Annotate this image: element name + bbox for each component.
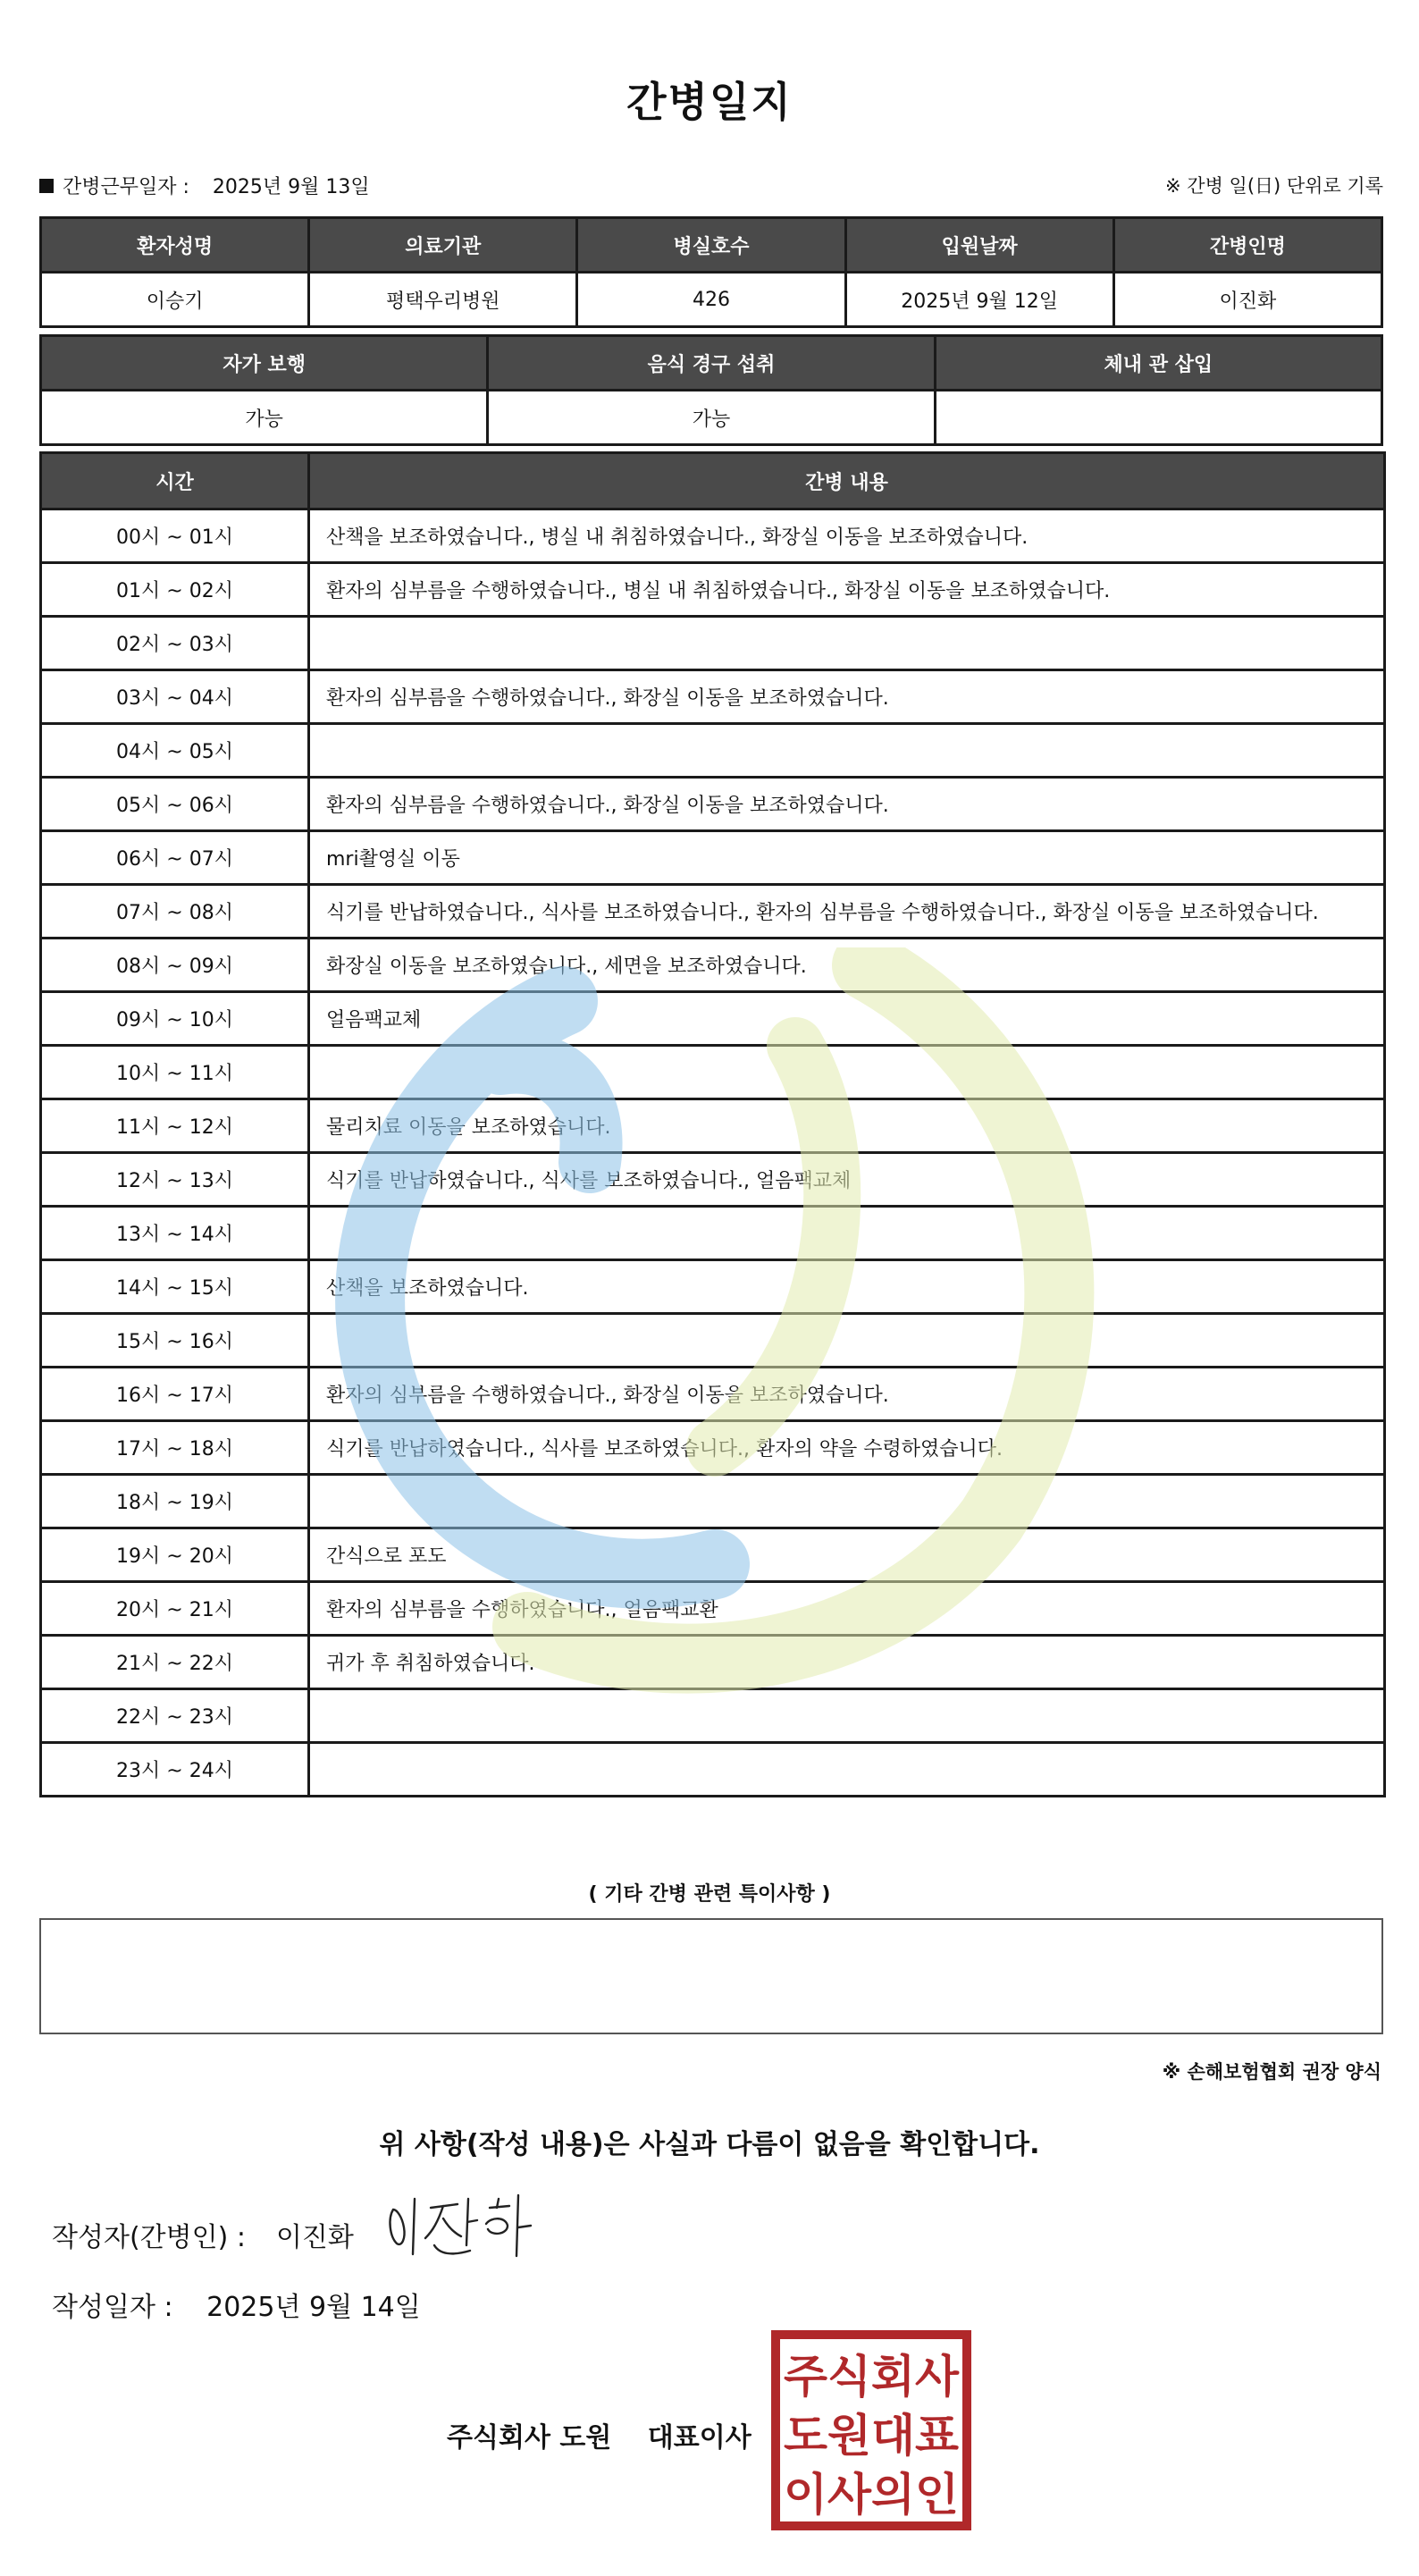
patient-info-value-row (41, 273, 1382, 327)
care-log-row (41, 1421, 1385, 1475)
admission-date: 2025년 9월 12일 (845, 273, 1113, 327)
writer-line (52, 2215, 354, 2254)
meta-row (39, 172, 1383, 202)
care-content: 환자의 심부름을 수행하였습니다., 병실 내 취침하였습니다., 화장실 이동을 보조하였습니다. (309, 563, 1385, 617)
care-log-body (41, 509, 1385, 1797)
care-content: 환자의 심부름을 수행하였습니다., 화장실 이동을 보조하였습니다. (309, 1368, 1385, 1421)
self-walking-value: 가능 (41, 391, 488, 445)
care-content (309, 1475, 1385, 1528)
care-log-row (41, 992, 1385, 1046)
special-notes-box (39, 1918, 1383, 2034)
care-log-row (41, 724, 1385, 778)
representative-title: 대표이사 (647, 2422, 751, 2454)
written-date-label: 작성일자 : (52, 2292, 173, 2323)
header-room: 병실호수 (577, 218, 845, 273)
patient-name: 이승기 (41, 273, 309, 327)
time-slot: 04시 ~ 05시 (41, 724, 309, 778)
time-slot: 06시 ~ 07시 (41, 831, 309, 885)
care-log-row (41, 1368, 1385, 1421)
care-content (309, 1314, 1385, 1368)
care-log-row (41, 1153, 1385, 1207)
care-content: 식기를 반납하였습니다., 식사를 보조하였습니다., 환자의 심부름을 수행하였습니다., 화장실 이동을 보조하였습니다. (309, 885, 1385, 939)
written-date-line (52, 2285, 421, 2324)
company-line (447, 2415, 751, 2454)
care-content (309, 1689, 1385, 1743)
time-slot: 17시 ~ 18시 (41, 1421, 309, 1475)
time-slot: 05시 ~ 06시 (41, 778, 309, 831)
recommendation-note: ※ 손해보험협회 권장 양식 (1162, 2061, 1381, 2083)
care-content: mri촬영실 이동 (309, 831, 1385, 885)
care-log-row (41, 831, 1385, 885)
header-tube-insertion: 체내 관 삽입 (935, 336, 1381, 391)
patient-info-table (39, 216, 1383, 328)
header-caregiver: 간병인명 (1113, 218, 1381, 273)
time-slot: 16시 ~ 17시 (41, 1368, 309, 1421)
care-content: 귀가 후 취침하였습니다. (309, 1636, 1385, 1689)
patient-status-value-row (41, 391, 1382, 445)
care-log-row (41, 1528, 1385, 1582)
svg-text:도원대표: 도원대표 (784, 2410, 960, 2462)
care-content: 산책을 보조하였습니다., 병실 내 취침하였습니다., 화장실 이동을 보조하였습니다. (309, 509, 1385, 563)
svg-text:이사의인: 이사의인 (784, 2469, 959, 2521)
time-slot: 02시 ~ 03시 (41, 617, 309, 670)
hospital-name: 평택우리병원 (309, 273, 577, 327)
header-self-walking: 자가 보행 (41, 336, 488, 391)
care-content (309, 724, 1385, 778)
tube-insertion-value (935, 391, 1381, 445)
patient-status-table (39, 334, 1383, 446)
care-log-row (41, 563, 1385, 617)
handwritten-signature (384, 2192, 536, 2263)
time-slot: 15시 ~ 16시 (41, 1314, 309, 1368)
time-slot: 12시 ~ 13시 (41, 1153, 309, 1207)
time-slot: 23시 ~ 24시 (41, 1743, 309, 1797)
header-hospital: 의료기관 (309, 218, 577, 273)
care-content: 산책을 보조하였습니다. (309, 1260, 1385, 1314)
room-number: 426 (577, 273, 845, 327)
confirmation-statement: 위 사항(작성 내용)은 사실과 다름이 없음을 확인합니다. (379, 2129, 1040, 2160)
care-log-row (41, 1636, 1385, 1689)
time-slot: 18시 ~ 19시 (41, 1475, 309, 1528)
svg-text:주식회사: 주식회사 (784, 2351, 960, 2403)
header-oral-intake: 음식 경구 섭취 (488, 336, 935, 391)
square-bullet-icon (39, 179, 54, 193)
header-admission-date: 입원날짜 (845, 218, 1113, 273)
time-slot: 13시 ~ 14시 (41, 1207, 309, 1260)
special-notes-title: ( 기타 간병 관련 특이사항 ) (588, 1883, 831, 1906)
written-date-value: 2025년 9월 14일 (206, 2292, 421, 2323)
oral-intake-value: 가능 (488, 391, 935, 445)
work-date (39, 172, 370, 199)
care-log-row (41, 939, 1385, 992)
care-content (309, 617, 1385, 670)
work-date-value: 2025년 9월 13일 (212, 176, 370, 198)
care-content (309, 1046, 1385, 1099)
time-slot: 03시 ~ 04시 (41, 670, 309, 724)
care-log-row (41, 1260, 1385, 1314)
care-log-row (41, 1582, 1385, 1636)
patient-status-header-row (41, 336, 1382, 391)
time-slot: 01시 ~ 02시 (41, 563, 309, 617)
patient-info-header-row (41, 218, 1382, 273)
care-log-row (41, 617, 1385, 670)
care-log-row (41, 1046, 1385, 1099)
care-content: 화장실 이동을 보조하였습니다., 세면을 보조하였습니다. (309, 939, 1385, 992)
caregiver-name: 이진화 (1113, 273, 1381, 327)
care-content: 환자의 심부름을 수행하였습니다., 얼음팩교환 (309, 1582, 1385, 1636)
care-content: 환자의 심부름을 수행하였습니다., 화장실 이동을 보조하였습니다. (309, 670, 1385, 724)
care-log-row (41, 778, 1385, 831)
care-log-row (41, 1689, 1385, 1743)
writer-name: 이진화 (275, 2222, 354, 2253)
care-content (309, 1207, 1385, 1260)
care-log-row (41, 509, 1385, 563)
time-slot: 09시 ~ 10시 (41, 992, 309, 1046)
time-slot: 00시 ~ 01시 (41, 509, 309, 563)
care-log-table (39, 451, 1386, 1797)
care-log-row (41, 885, 1385, 939)
time-slot: 21시 ~ 22시 (41, 1636, 309, 1689)
care-log-row (41, 1475, 1385, 1528)
time-slot: 07시 ~ 08시 (41, 885, 309, 939)
time-slot: 19시 ~ 20시 (41, 1528, 309, 1582)
care-log-row (41, 1099, 1385, 1153)
time-slot: 11시 ~ 12시 (41, 1099, 309, 1153)
care-log-header-row (41, 453, 1385, 509)
time-slot: 20시 ~ 21시 (41, 1582, 309, 1636)
header-care-content: 간병 내용 (309, 453, 1385, 509)
company-seal-stamp (770, 2329, 972, 2531)
record-unit-note: ※ 간병 일(日) 단위로 기록 (1165, 175, 1383, 197)
care-content: 식기를 반납하였습니다., 식사를 보조하였습니다., 얼음팩교체 (309, 1153, 1385, 1207)
time-slot: 22시 ~ 23시 (41, 1689, 309, 1743)
document-title: 간병일지 (626, 78, 793, 126)
header-patient-name: 환자성명 (41, 218, 309, 273)
care-log-row (41, 670, 1385, 724)
time-slot: 10시 ~ 11시 (41, 1046, 309, 1099)
care-log-row (41, 1743, 1385, 1797)
care-content: 식기를 반납하였습니다., 식사를 보조하였습니다., 환자의 약을 수령하였습니다. (309, 1421, 1385, 1475)
header-time: 시간 (41, 453, 309, 509)
care-content: 얼음팩교체 (309, 992, 1385, 1046)
company-name: 주식회사 도원 (447, 2422, 612, 2454)
care-content: 물리치료 이동을 보조하였습니다. (309, 1099, 1385, 1153)
care-content: 환자의 심부름을 수행하였습니다., 화장실 이동을 보조하였습니다. (309, 778, 1385, 831)
writer-label: 작성자(간병인) : (52, 2222, 246, 2253)
time-slot: 08시 ~ 09시 (41, 939, 309, 992)
time-slot: 14시 ~ 15시 (41, 1260, 309, 1314)
care-log-row (41, 1207, 1385, 1260)
care-content: 간식으로 포도 (309, 1528, 1385, 1582)
care-log-row (41, 1314, 1385, 1368)
care-content (309, 1743, 1385, 1797)
work-date-label: 간병근무일자 : (63, 176, 189, 198)
